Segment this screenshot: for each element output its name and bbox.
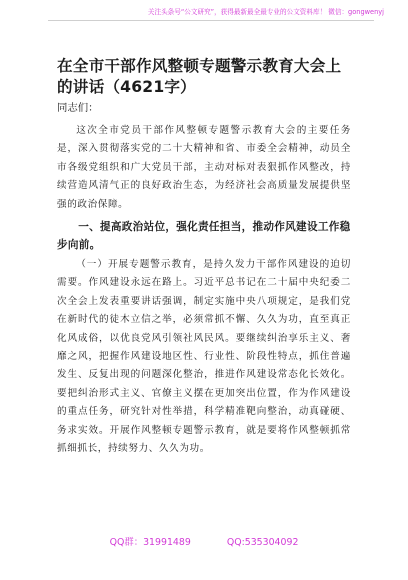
document-title: 在全市干部作风整顿专题警示教育大会上的讲话（4621字）	[57, 57, 342, 96]
header-divider	[48, 20, 374, 21]
header-banner: 关注头条号“公文研究”，获得最新最全最专业的公文资料库！ 微信：gongwenyj	[147, 8, 384, 16]
footer-contact	[0, 534, 408, 548]
footer-qq: QQ:535304092	[226, 537, 299, 548]
section-paragraph: （一）开展专题警示教育，是持久发力干部作风建设的迫切需要。作风建设永远在路上。习近平总书记在二十届中央纪委二次全会上发表重要讲话强调，制定实施中央八项规定，是我们党在新时代的徒木立信之举，必须常抓不懈、久久为功，直至真正化风成俗，以优良党风引领社风民风。要继续纠治享乐主义、奢靡之风，把握作风建设地区性、行业性、阶段性特点，抓住普遍发生、反复出现的问题深化整治，推进作风建设常态化长效化。要把纠治形式主义、官僚主义摆在更加突出位置，作为作风建设的重点任务，研究针对性举措，科学精准靶向整治，动真碰硬、务求实效。开展作风整顿专题警示教育，就是要将作风整顿抓常抓细抓长，持续努力、久久为功。	[57, 259, 351, 455]
footer-qq-group: QQ群：31991489	[109, 537, 191, 548]
section-heading: 一、提高政治站位，强化责任担当，推动作风建设工作稳步向前。	[57, 221, 351, 252]
intro-paragraph: 这次全市党员干部作风整顿专题警示教育大会的主要任务是，深入贯彻落实党的二十大精神和省、市委全会精神，动员全市各级党组织和广大党员干部，主动对标对表狠抓作风整改，持续营造风清气正的良好政治生态，为经济社会高质量发展提供坚强的政治保障。	[57, 125, 351, 210]
document-body	[57, 56, 351, 459]
salutation: 同志们：	[57, 102, 99, 114]
